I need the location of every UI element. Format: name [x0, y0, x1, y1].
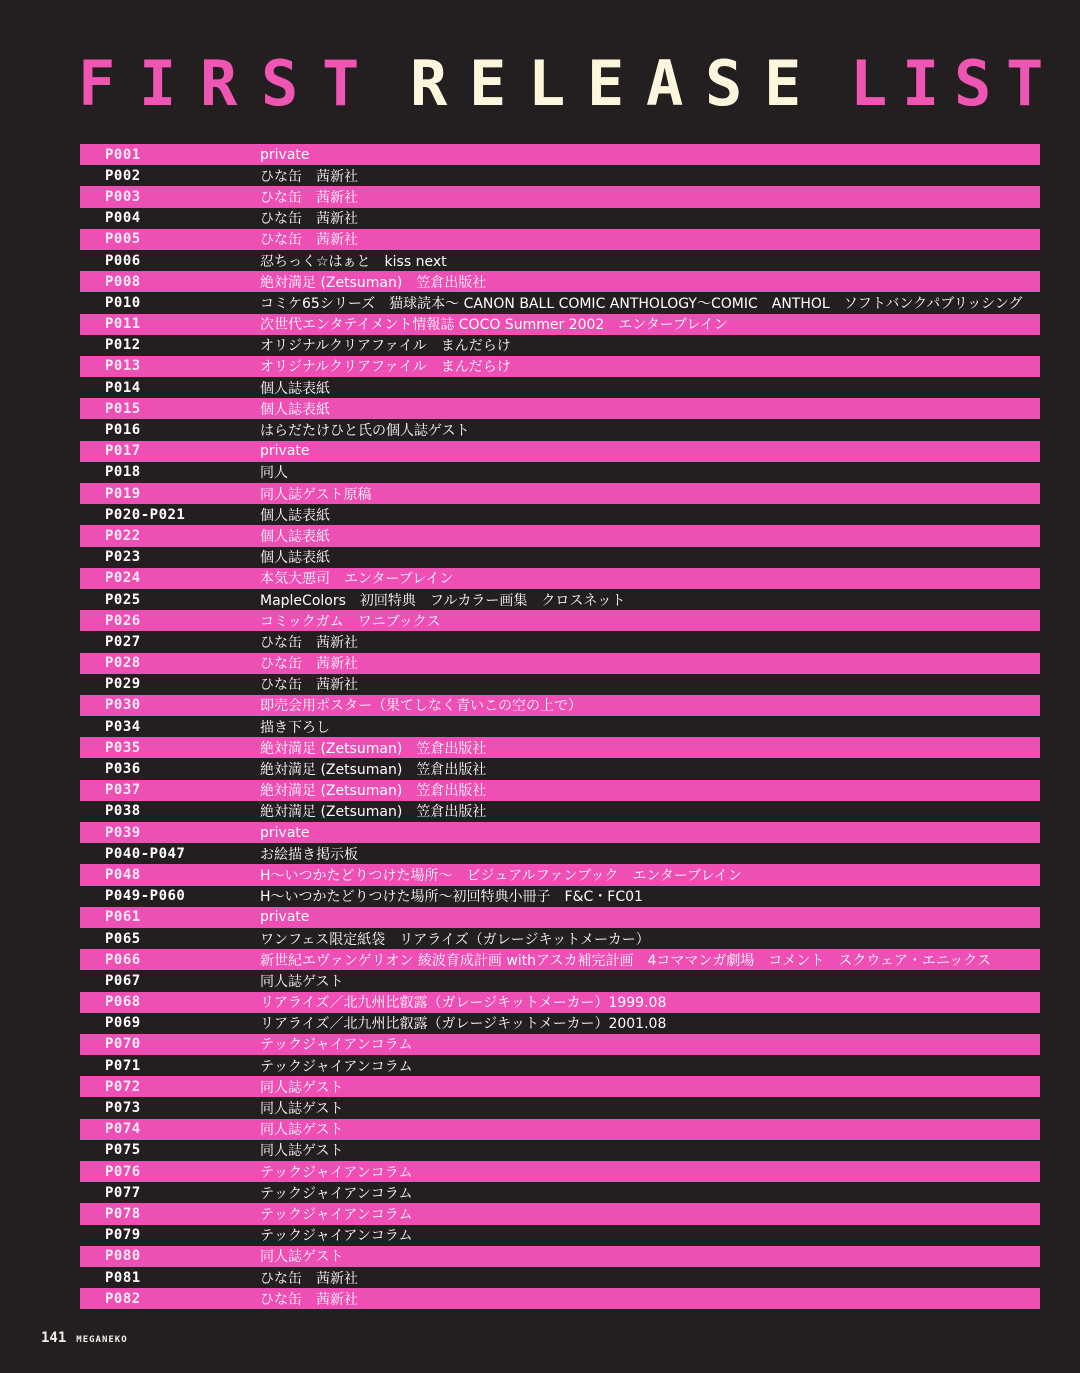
list-item: [80, 144, 1040, 165]
release-description: コミケ65シリーズ 猫球読本〜 CANON BALL COMIC ANTHOLOGY〜COMIC ANTHOL ソフトバンクパブリッシング: [260, 295, 1023, 312]
list-item: [80, 419, 1040, 440]
release-description: 新世紀エヴァンゲリオン 綾波育成計画 withアスカ補完計画 4コママンガ劇場 コメント スクウェア・エニックス: [260, 952, 992, 969]
release-description: 同人誌ゲスト: [260, 1079, 344, 1096]
page-code: P004: [105, 210, 141, 227]
list-item: [80, 970, 1040, 991]
page-code: P072: [105, 1078, 141, 1095]
release-description: テックジャイアンコラム: [260, 1164, 413, 1181]
list-item: [80, 314, 1040, 335]
page-code: P038: [105, 803, 141, 820]
release-description: 個人誌表紙: [260, 528, 330, 545]
list-item: [80, 504, 1040, 525]
list-item: [80, 907, 1040, 928]
release-description: 次世代エンタテイメント情報誌 COCO Summer 2002 エンターブレイン: [260, 317, 728, 334]
page-code: P036: [105, 761, 141, 778]
page-code: P037: [105, 782, 141, 799]
page-code: P016: [105, 422, 141, 439]
release-description: コミックガム ワニブックス: [260, 613, 441, 630]
release-description: 本気大悪司 エンターブレイン: [260, 571, 454, 588]
page-code: P065: [105, 930, 141, 947]
list-item: [80, 250, 1040, 271]
list-item: [80, 716, 1040, 737]
list-item: [80, 568, 1040, 589]
release-description: ひな缶 茜新社: [260, 677, 358, 694]
title-word-first: [78, 47, 383, 120]
page-code: P006: [105, 252, 141, 269]
list-item: [80, 653, 1040, 674]
page-code: P010: [105, 294, 141, 311]
page-code: P069: [105, 1015, 141, 1032]
list-item: [80, 398, 1040, 419]
list-item: [80, 1119, 1040, 1140]
title-letter: L: [850, 47, 888, 120]
page-code: P024: [105, 570, 141, 587]
release-description: 同人誌ゲスト: [260, 1143, 344, 1160]
release-description: 同人: [260, 465, 288, 482]
page-code: P082: [105, 1290, 141, 1307]
list-item: [80, 229, 1040, 250]
title-letter: S: [705, 47, 743, 120]
list-item: [80, 758, 1040, 779]
release-description: リアライズ／北九州比叡露（ガレージキットメーカー）2001.08: [260, 1016, 667, 1033]
release-description: テックジャイアンコラム: [260, 1206, 413, 1223]
title-letter: E: [469, 47, 507, 120]
release-description: オリジナルクリアファイル まんだらけ: [260, 359, 511, 376]
list-item: [80, 737, 1040, 758]
page-code: P005: [105, 231, 141, 248]
release-description: H〜いつかたどりつけた場所〜 ビジュアルファンブック エンターブレイン: [260, 867, 742, 884]
page-code: P048: [105, 866, 141, 883]
page-code: P074: [105, 1121, 141, 1138]
page-code: P067: [105, 972, 141, 989]
title-letter: A: [646, 47, 684, 120]
page-code: P061: [105, 909, 141, 926]
list-item: [80, 1182, 1040, 1203]
release-description: private: [260, 909, 310, 926]
title-letter: S: [954, 47, 992, 120]
title-letter: I: [139, 47, 177, 120]
page-code: P077: [105, 1184, 141, 1201]
title-letter: E: [764, 47, 802, 120]
page-code: P011: [105, 316, 141, 333]
list-item: [80, 525, 1040, 546]
title-word-list: [850, 47, 1058, 120]
title-letter: T: [1006, 47, 1044, 120]
release-description: テックジャイアンコラム: [260, 1228, 413, 1245]
list-item: [80, 589, 1040, 610]
release-description: 同人誌ゲスト原稿: [260, 486, 372, 503]
release-description: 個人誌表紙: [260, 507, 330, 524]
list-item: [80, 1203, 1040, 1224]
release-description: テックジャイアンコラム: [260, 1185, 413, 1202]
release-description: ワンフェス限定紙袋 リアライズ（ガレージキットメーカー）: [260, 931, 650, 948]
release-description: ひな缶 茜新社: [260, 1291, 358, 1308]
list-item: [80, 377, 1040, 398]
list-item: [80, 801, 1040, 822]
page-code: P008: [105, 273, 141, 290]
list-item: [80, 1055, 1040, 1076]
page-code: P022: [105, 527, 141, 544]
release-description: H〜いつかたどりつけた場所〜初回特典小冊子 F&C・FC01: [260, 889, 643, 906]
title-letter: T: [322, 47, 360, 120]
list-item: [80, 292, 1040, 313]
page-code: P019: [105, 485, 141, 502]
release-description: 同人誌ゲスト: [260, 1249, 344, 1266]
page-code: P015: [105, 400, 141, 417]
page-code: P070: [105, 1036, 141, 1053]
release-description: ひな缶 茜新社: [260, 232, 358, 249]
title-word-release: [410, 47, 823, 120]
list-item: [80, 674, 1040, 695]
page-code: P014: [105, 379, 141, 396]
release-description: 個人誌表紙: [260, 380, 330, 397]
list-item: [80, 695, 1040, 716]
magazine-name: MEGANEKO: [76, 1335, 128, 1345]
title-letter: I: [902, 47, 940, 120]
page-code: P081: [105, 1269, 141, 1286]
page-code: P018: [105, 464, 141, 481]
page-code: P030: [105, 697, 141, 714]
release-list: [80, 144, 1040, 1309]
list-item: [80, 928, 1040, 949]
list-item: [80, 780, 1040, 801]
release-description: 個人誌表紙: [260, 401, 330, 418]
release-description: MapleColors 初回特典 フルカラー画集 クロスネット: [260, 592, 626, 609]
release-description: テックジャイアンコラム: [260, 1058, 413, 1075]
release-description: ひな缶 茜新社: [260, 168, 358, 185]
page-title: [78, 47, 1058, 120]
release-description: お絵描き掲示板: [260, 846, 358, 863]
page-code: P013: [105, 358, 141, 375]
release-description: 即売会用ポスター（果てしなく青いこの空の上で）: [260, 698, 582, 715]
release-description: 個人誌表紙: [260, 550, 330, 567]
page-code: P071: [105, 1057, 141, 1074]
page-code: P012: [105, 337, 141, 354]
page-code: P025: [105, 591, 141, 608]
release-description: ひな缶 茜新社: [260, 211, 358, 228]
list-item: [80, 886, 1040, 907]
list-item: [80, 165, 1040, 186]
title-letter: E: [587, 47, 625, 120]
list-item: [80, 1267, 1040, 1288]
title-letter: R: [200, 47, 238, 120]
release-description: テックジャイアンコラム: [260, 1037, 413, 1054]
release-description: private: [260, 824, 310, 841]
page-code: P078: [105, 1205, 141, 1222]
page-code: P068: [105, 994, 141, 1011]
list-item: [80, 610, 1040, 631]
list-item: [80, 1161, 1040, 1182]
release-description: ひな缶 茜新社: [260, 189, 358, 206]
page-code: P026: [105, 612, 141, 629]
page-code: P073: [105, 1100, 141, 1117]
list-item: [80, 864, 1040, 885]
list-item: [80, 547, 1040, 568]
release-description: 絶対満足 (Zetsuman) 笠倉出版社: [260, 783, 487, 800]
release-description: ひな缶 茜新社: [260, 656, 358, 673]
list-item: [80, 356, 1040, 377]
list-item: [80, 949, 1040, 970]
page-code: P080: [105, 1248, 141, 1265]
page-code: P039: [105, 824, 141, 841]
list-item: [80, 1140, 1040, 1161]
page-code: P028: [105, 655, 141, 672]
release-description: private: [260, 443, 310, 460]
page-code: P049-P060: [105, 888, 186, 905]
release-description: オリジナルクリアファイル まんだらけ: [260, 338, 511, 355]
release-description: ひな缶 茜新社: [260, 634, 358, 651]
release-description: 描き下ろし: [260, 719, 330, 736]
page-code: P034: [105, 718, 141, 735]
page-code: P003: [105, 188, 141, 205]
release-description: リアライズ／北九州比叡露（ガレージキットメーカー）1999.08: [260, 995, 667, 1012]
list-item: [80, 1034, 1040, 1055]
release-description: 絶対満足 (Zetsuman) 笠倉出版社: [260, 274, 487, 291]
list-item: [80, 1225, 1040, 1246]
release-description: はらだたけひと氏の個人誌ゲスト: [260, 423, 470, 440]
page-code: P027: [105, 633, 141, 650]
page-code: P035: [105, 739, 141, 756]
title-letter: F: [78, 47, 116, 120]
list-item: [80, 186, 1040, 207]
list-item: [80, 335, 1040, 356]
release-description: private: [260, 146, 310, 163]
title-letter: L: [528, 47, 566, 120]
list-item: [80, 822, 1040, 843]
release-description: 絶対満足 (Zetsuman) 笠倉出版社: [260, 762, 487, 779]
list-item: [80, 1246, 1040, 1267]
list-item: [80, 271, 1040, 292]
page-code: P017: [105, 443, 141, 460]
page-code: P076: [105, 1163, 141, 1180]
page-code: P002: [105, 167, 141, 184]
list-item: [80, 1097, 1040, 1118]
page-code: P040-P047: [105, 845, 186, 862]
page-number: 141: [41, 1330, 67, 1346]
list-item: [80, 441, 1040, 462]
release-description: 同人誌ゲスト: [260, 1122, 344, 1139]
page-code: P001: [105, 146, 141, 163]
list-item: [80, 631, 1040, 652]
list-item: [80, 992, 1040, 1013]
list-item: [80, 1288, 1040, 1309]
page-code: P029: [105, 676, 141, 693]
release-description: 同人誌ゲスト: [260, 973, 344, 990]
release-description: 同人誌ゲスト: [260, 1101, 344, 1118]
list-item: [80, 843, 1040, 864]
list-item: [80, 483, 1040, 504]
list-item: [80, 208, 1040, 229]
list-item: [80, 1013, 1040, 1034]
page-code: P066: [105, 951, 141, 968]
list-item: [80, 462, 1040, 483]
page-footer: [41, 1330, 128, 1346]
page-code: P075: [105, 1142, 141, 1159]
release-description: 絶対満足 (Zetsuman) 笠倉出版社: [260, 804, 487, 821]
release-description: 絶対満足 (Zetsuman) 笠倉出版社: [260, 740, 487, 757]
release-description: ひな缶 茜新社: [260, 1270, 358, 1287]
page-code: P023: [105, 549, 141, 566]
title-letter: R: [410, 47, 448, 120]
release-description: 忍ちっく☆はぁと kiss next: [260, 253, 447, 270]
page-code: P020-P021: [105, 506, 186, 523]
title-letter: S: [261, 47, 299, 120]
list-item: [80, 1076, 1040, 1097]
page-code: P079: [105, 1227, 141, 1244]
